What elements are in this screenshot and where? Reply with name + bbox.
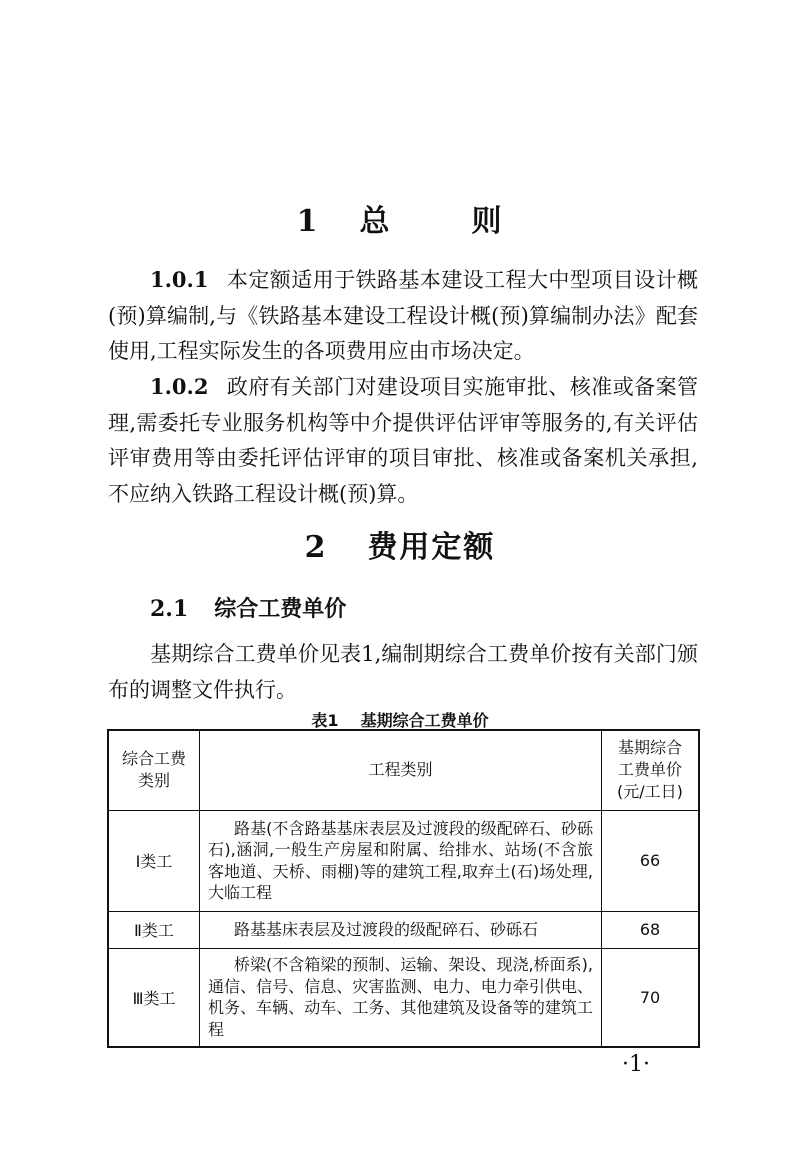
row-category: Ⅰ类工 bbox=[108, 810, 200, 911]
table-row bbox=[108, 911, 699, 948]
page-number: ·1· bbox=[622, 1052, 650, 1077]
section-number: 2.1 bbox=[150, 596, 189, 622]
chapter-1-number: 1 bbox=[296, 204, 320, 239]
clause-number: 1.0.2 bbox=[150, 374, 209, 399]
chapter-1-title bbox=[0, 196, 800, 240]
row-description: 桥梁(不含箱梁的预制、运输、架设、现浇,桥面系),通信、信号、信息、灾害监测、电力、电力牵引供电、机务、车辆、动车、工务、其他建筑及设备等的建筑工程 bbox=[200, 948, 602, 1047]
section-title: 综合工费单价 bbox=[214, 596, 347, 622]
row-description: 路基基床表层及过渡段的级配碎石、砂砾石 bbox=[200, 911, 602, 948]
chapter-2-title-text: 费用定额 bbox=[367, 530, 496, 565]
clause-number: 1.0.1 bbox=[150, 267, 209, 292]
row-price: 70 bbox=[602, 948, 700, 1047]
row-description: 路基(不含路基基床表层及过渡段的级配碎石、砂砾石),涵洞,一般生产房屋和附属、给排水、站场(不含旅客地道、天桥、雨棚)等的建筑工程,取弃土(石)场处理,大临工程 bbox=[200, 810, 602, 911]
row-price: 68 bbox=[602, 911, 700, 948]
clause-1-0-2 bbox=[108, 369, 698, 512]
chapter-1-title-a: 总 bbox=[359, 204, 392, 239]
header-unit-price: 基期综合 工费单价 (元/工日) bbox=[602, 730, 700, 810]
row-category: Ⅲ类工 bbox=[108, 948, 200, 1047]
table-row bbox=[108, 948, 699, 1047]
table-caption-number: 表1 bbox=[311, 711, 339, 730]
row-price: 66 bbox=[602, 810, 700, 911]
header-category: 综合工费 类别 bbox=[108, 730, 200, 810]
row-category: Ⅱ类工 bbox=[108, 911, 200, 948]
table-row bbox=[108, 810, 699, 911]
chapter-1-title-b: 则 bbox=[471, 204, 504, 239]
labor-rate-table bbox=[107, 729, 700, 1048]
chapter-2-title bbox=[0, 522, 800, 566]
clause-text: 本定额适用于铁路基本建设工程大中型项目设计概(预)算编制,与《铁路基本建设工程设计概(预)算编制办法》配套使用,工程实际发生的各项费用应由市场决定。 bbox=[108, 268, 698, 363]
section-text: 基期综合工费单价见表1,编制期综合工费单价按有关部门颁布的调整文件执行。 bbox=[108, 642, 698, 702]
table-caption bbox=[0, 708, 800, 731]
clause-text: 政府有关部门对建设项目实施审批、核准或备案管理,需委托专业服务机构等中介提供评估评审等服务的,有关评估评审费用等由委托评估评审的项目审批、核准或备案机关承担,不应纳入铁路工程设计概(预)算。 bbox=[108, 375, 698, 506]
section-2-1-title bbox=[150, 592, 346, 623]
table-caption-title: 基期综合工费单价 bbox=[360, 711, 489, 730]
header-work-type: 工程类别 bbox=[200, 730, 602, 810]
clause-1-0-1 bbox=[108, 262, 698, 370]
table-header-row bbox=[108, 730, 699, 810]
chapter-2-number: 2 bbox=[304, 530, 328, 565]
section-2-1-paragraph bbox=[108, 637, 698, 708]
